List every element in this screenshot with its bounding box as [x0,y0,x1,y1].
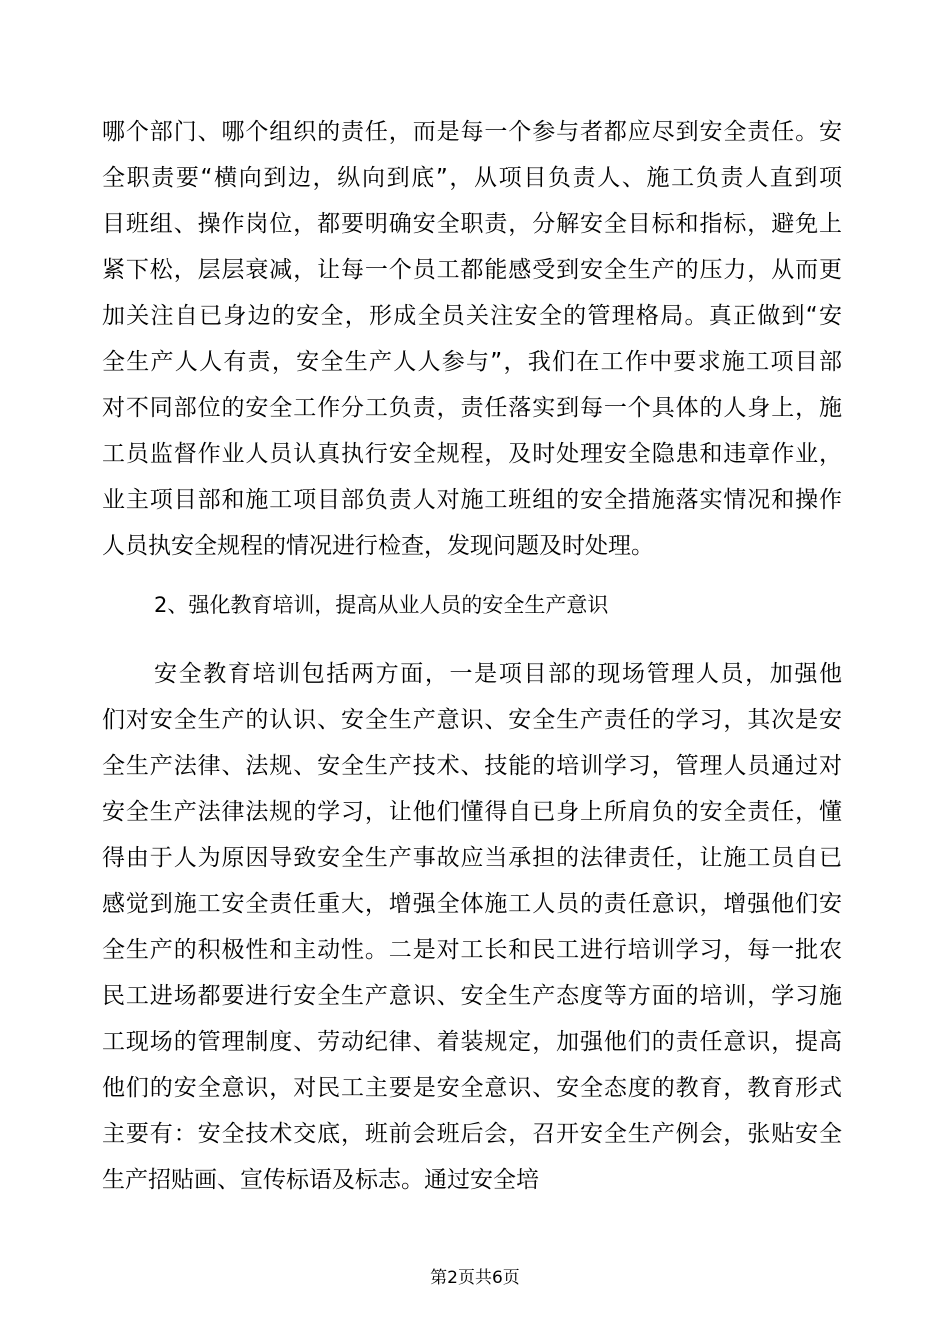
paragraph-line: 全生产人人有责，安全生产人人参与”，我们在工作中要求施工项目部 [102,349,842,375]
paragraph-line: 紧下松，层层衰减，让每一个员工都能感受到安全生产的压力，从而更 [102,257,842,283]
paragraph-line: 工现场的管理制度、劳动纪律、着装规定，加强他们的责任意识，提高 [102,1029,842,1055]
paragraph-line: 他们的安全意识，对民工主要是安全意识、安全态度的教育，教育形式 [102,1075,842,1101]
paragraph-line: 全职责要“横向到边，纵向到底”，从项目负责人、施工负责人直到项 [102,165,842,191]
paragraph-line: 目班组、操作岗位，都要明确安全职责，分解安全目标和指标，避免上 [102,211,842,237]
paragraph-line: 对不同部位的安全工作分工负责，责任落实到每一个具体的人身上，施 [102,395,842,421]
paragraph-line: 主要有：安全技术交底，班前会班后会，召开安全生产例会，张贴安全 [102,1121,842,1147]
paragraph-line: 安全生产法律法规的学习，让他们懂得自已身上所肩负的安全责任，懂 [102,799,842,825]
paragraph-line: 感觉到施工安全责任重大，增强全体施工人员的责任意识，增强他们安 [102,891,842,917]
paragraph-line: 工员监督作业人员认真执行安全规程，及时处理安全隐患和违章作业， [102,441,842,467]
page-number: 第2页共6页 [430,1268,520,1288]
paragraph-line: 安全教育培训包括两方面，一是项目部的现场管理人员，加强他 [154,661,842,687]
paragraph-line: 得由于人为原因导致安全生产事故应当承担的法律责任，让施工员自已 [102,845,842,871]
paragraph-line: 全生产法律、法规、安全生产技术、技能的培训学习，管理人员通过对 [102,753,842,779]
paragraph-line: 业主项目部和施工项目部负责人对施工班组的安全措施落实情况和操作 [102,487,842,513]
paragraph-line: 们对安全生产的认识、安全生产意识、安全生产责任的学习，其次是安 [102,707,842,733]
paragraph-line: 哪个部门、哪个组织的责任，而是每一个参与者都应尽到安全责任。安 [102,119,842,145]
paragraph-line: 加关注自已身边的安全，形成全员关注安全的管理格局。真正做到“安 [102,303,842,329]
paragraph-line: 人员执安全规程的情况进行检查，发现问题及时处理。 [102,533,654,559]
paragraph-line: 全生产的积极性和主动性。二是对工长和民工进行培训学习，每一批农 [102,937,842,963]
paragraph-line: 生产招贴画、宣传标语及标志。通过安全培 [102,1167,539,1193]
section-heading: 2、强化教育培训，提高从业人员的安全生产意识 [154,593,609,617]
paragraph-line: 民工进场都要进行安全生产意识、安全生产态度等方面的培训，学习施 [102,983,842,1009]
